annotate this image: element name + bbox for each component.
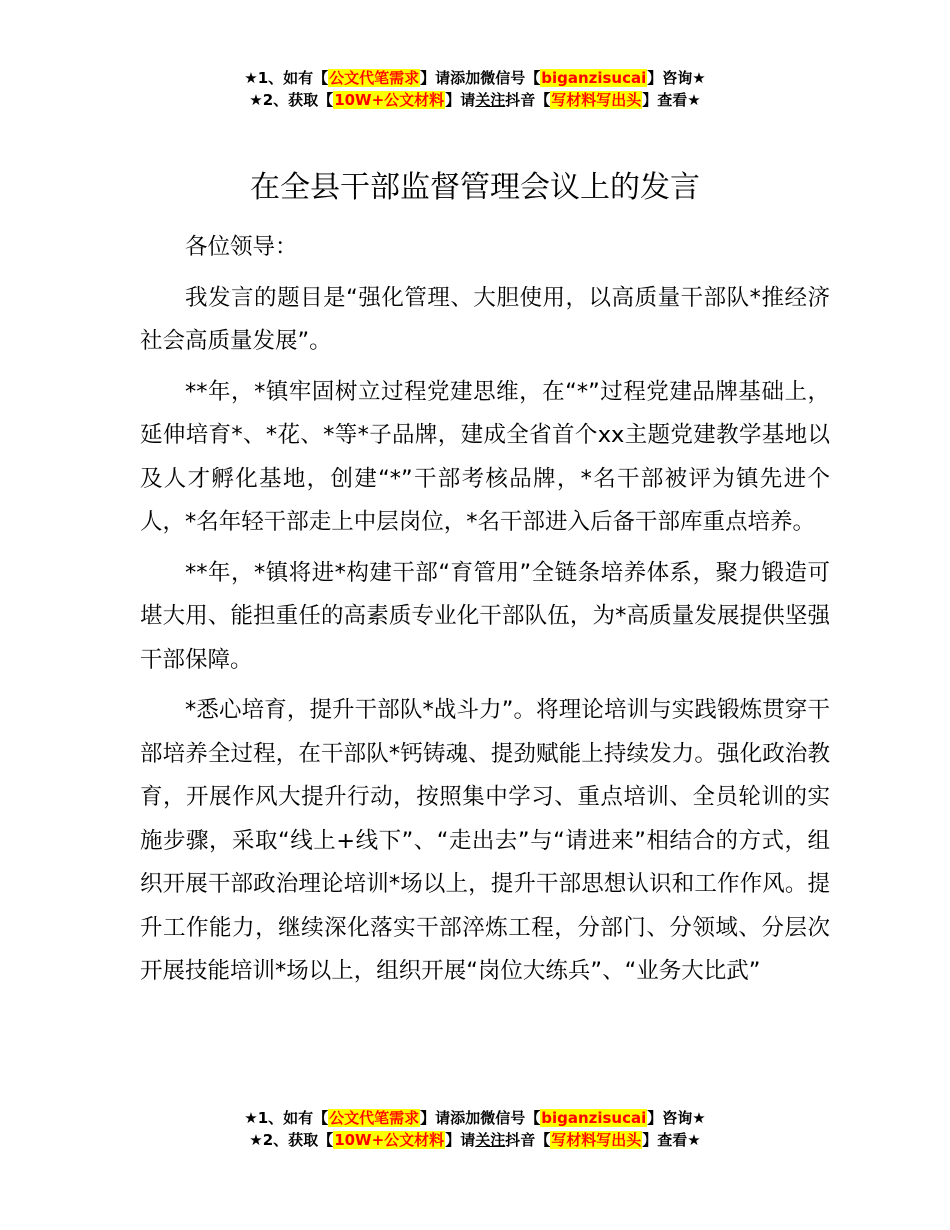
banner-highlight: 10W+公文材料 <box>334 1131 445 1149</box>
banner-text: 】请 <box>445 1131 476 1149</box>
document-body <box>140 226 830 1001</box>
banner-text: 关注 <box>475 1131 506 1149</box>
salutation: 各位领导： <box>185 234 298 260</box>
banner-text: 】请添 <box>420 69 466 87</box>
banner-line-2 <box>0 1129 950 1151</box>
banner-text: ★1、如有【 <box>244 69 329 87</box>
banner-text: 抖音【 <box>505 91 551 109</box>
header-banner <box>0 67 950 111</box>
banner-text: 加 <box>465 69 481 87</box>
banner-line-2 <box>0 89 950 111</box>
banner-text: 关注 <box>475 91 506 109</box>
banner-text: ★1、如有【 <box>244 1109 329 1127</box>
banner-highlight: biganzisucai <box>541 1109 647 1127</box>
banner-highlight: 公文代笔需求 <box>329 1109 420 1127</box>
banner-text: 】请添 <box>420 1109 466 1127</box>
banner-text: 微信号【 <box>480 69 541 87</box>
banner-text: 加 <box>465 1109 481 1127</box>
banner-line-1 <box>0 67 950 89</box>
banner-highlight: 写材料写出头 <box>551 91 642 109</box>
banner-text: 】请 <box>445 91 476 109</box>
banner-text: 】咨询★ <box>647 69 706 87</box>
body-paragraph: **年，*镇将进*构建干部“育管用”全链条培养体系，聚力锻造可堪大用、能担重任的高素质专业化干部队伍，为*高质量发展提供坚强干部保障。 <box>140 559 830 673</box>
body-paragraph: **年，*镇牢固树立过程党建思维，在“*”过程党建品牌基础上，延伸培育*、*花、*等*子品牌，建成全省首个xx主题党建教学基地以及人才孵化基地，创建“*”干部考核品牌，*名干部被评为镇先进个人，*名年轻干部走上中层岗位，*名干部进入后备干部库重点培养。 <box>140 378 830 535</box>
banner-text: ★2、获取【 <box>249 1131 334 1149</box>
banner-line-1 <box>0 1107 950 1129</box>
banner-highlight: biganzisucai <box>541 69 647 87</box>
banner-text: 微信号【 <box>480 1109 541 1127</box>
banner-text: 】查看★ <box>642 1131 701 1149</box>
banner-text: 抖音【 <box>505 1131 551 1149</box>
banner-highlight: 写材料写出头 <box>551 1131 642 1149</box>
document-title: 在全县干部监督管理会议上的发言 <box>250 170 700 205</box>
footer-banner <box>0 1107 950 1151</box>
banner-highlight: 公文代笔需求 <box>329 69 420 87</box>
banner-text: 】咨询★ <box>647 1109 706 1127</box>
banner-text: ★2、获取【 <box>249 91 334 109</box>
banner-highlight: 10W+公文材料 <box>334 91 445 109</box>
banner-text: 】查看★ <box>642 91 701 109</box>
body-paragraph: *悉心培育，提升干部队*战斗力”。将理论培训与实践锻炼贯穿干部培养全过程，在干部队*钙铸魂、提劲赋能上持续发力。强化政治教育，开展作风大提升行动，按照集中学习、重点培训、全员轮训的实施步骤，采取“线上+线下”、“走出去”与“请进来”相结合的方式，组织开展干部政治理论培训*场以上，提升干部思想认识和工作作风。提升工作能力，继续深化落实干部淬炼工程，分部门、分领域、分层次开展技能培训*场以上，组织开展“岗位大练兵”、“业务大比武” <box>140 697 830 984</box>
body-paragraph: 我发言的题目是“强化管理、大胆使用，以高质量干部队*推经济社会高质量发展”。 <box>140 284 830 354</box>
